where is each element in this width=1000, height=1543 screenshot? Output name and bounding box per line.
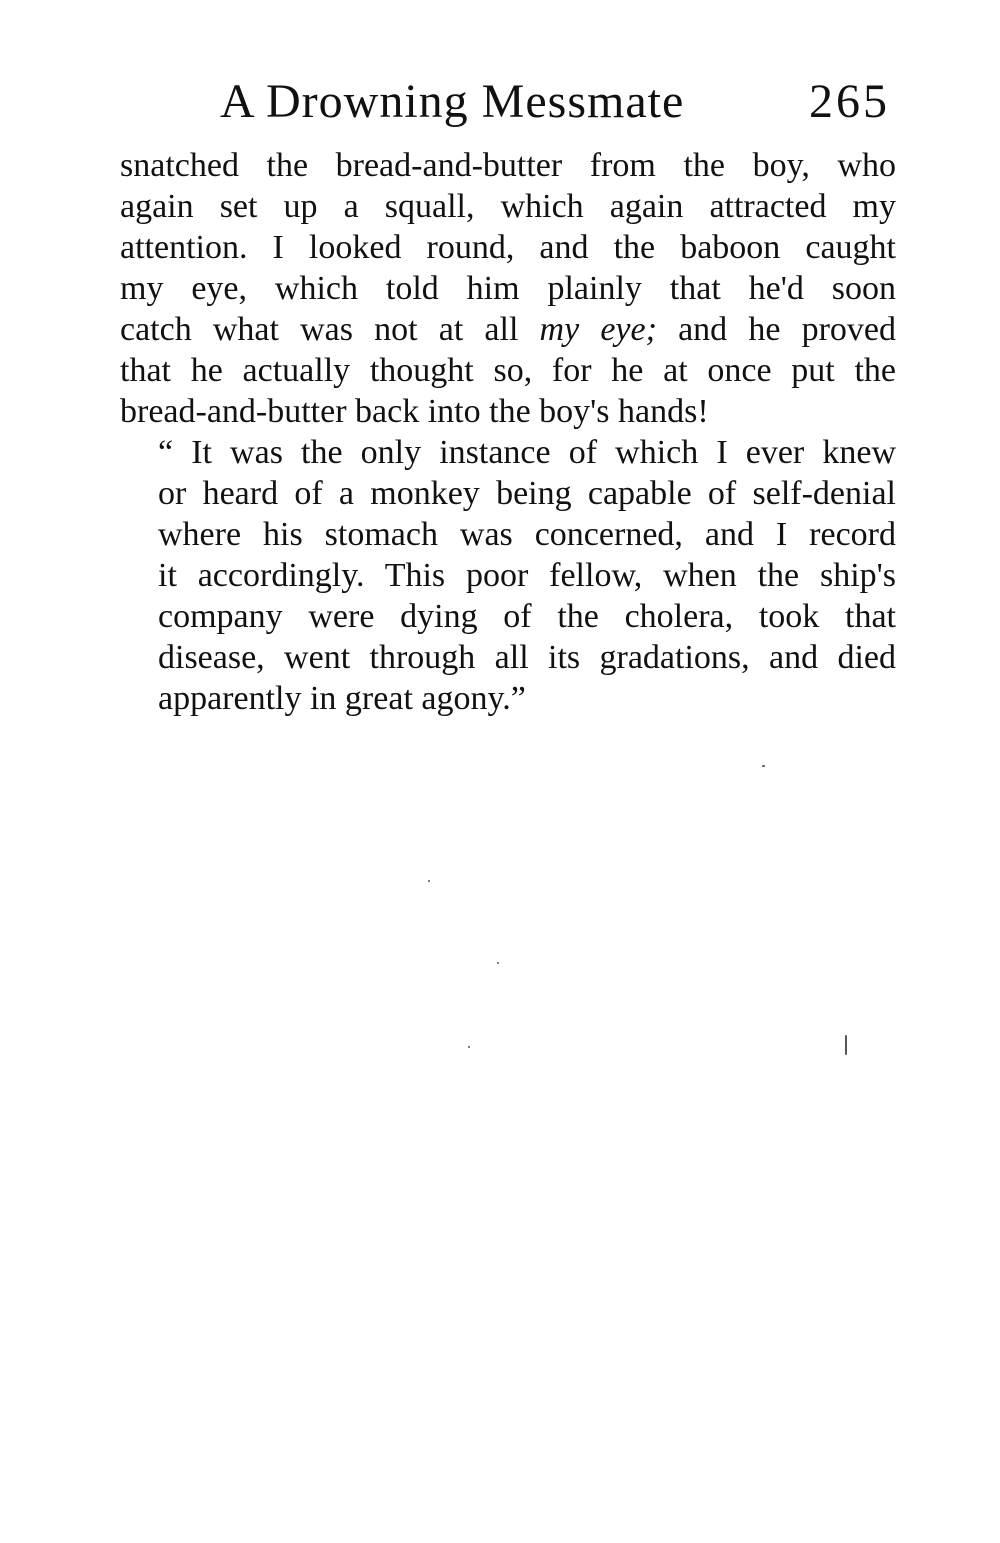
text-line: my eye, which told him plainly that he'd soon bbox=[120, 270, 896, 307]
text-run: catch what was not at all bbox=[120, 311, 540, 348]
scan-speck bbox=[428, 880, 430, 882]
text-line: again set up a squall, which again attracted my bbox=[120, 188, 896, 225]
text-run: and he proved bbox=[656, 311, 896, 348]
text-line: company were dying of the cholera, took that bbox=[158, 598, 896, 635]
paragraph-2 bbox=[120, 432, 896, 719]
scan-speck bbox=[468, 1046, 470, 1048]
text-line bbox=[120, 309, 896, 350]
scan-speck bbox=[497, 962, 499, 964]
text-line: it accordingly. This poor fellow, when the ship's bbox=[158, 557, 896, 594]
text-line: apparently in great agony.” bbox=[158, 680, 526, 717]
text-line: where his stomach was concerned, and I record bbox=[158, 516, 896, 553]
running-title: A Drowning Messmate bbox=[220, 75, 685, 128]
text-line: that he actually thought so, for he at once put the bbox=[120, 352, 896, 389]
paragraph-1 bbox=[120, 145, 896, 432]
text-line: or heard of a monkey being capable of self-denial bbox=[158, 475, 896, 512]
scan-speck bbox=[845, 1035, 847, 1055]
text-line: “ It was the only instance of which I ever knew bbox=[158, 434, 896, 471]
text-line: bread-and-butter back into the boy's hands! bbox=[120, 393, 709, 430]
running-head bbox=[220, 72, 896, 132]
text-line: snatched the bread-and-butter from the boy, who bbox=[120, 147, 896, 184]
page-number: 265 bbox=[809, 75, 890, 128]
text-line: attention. I looked round, and the baboon caught bbox=[120, 229, 896, 266]
scan-speck bbox=[762, 765, 765, 767]
text-line: disease, went through all its gradations, and died bbox=[158, 639, 896, 676]
italic-phrase: my eye; bbox=[539, 311, 657, 348]
body-text bbox=[120, 145, 896, 719]
